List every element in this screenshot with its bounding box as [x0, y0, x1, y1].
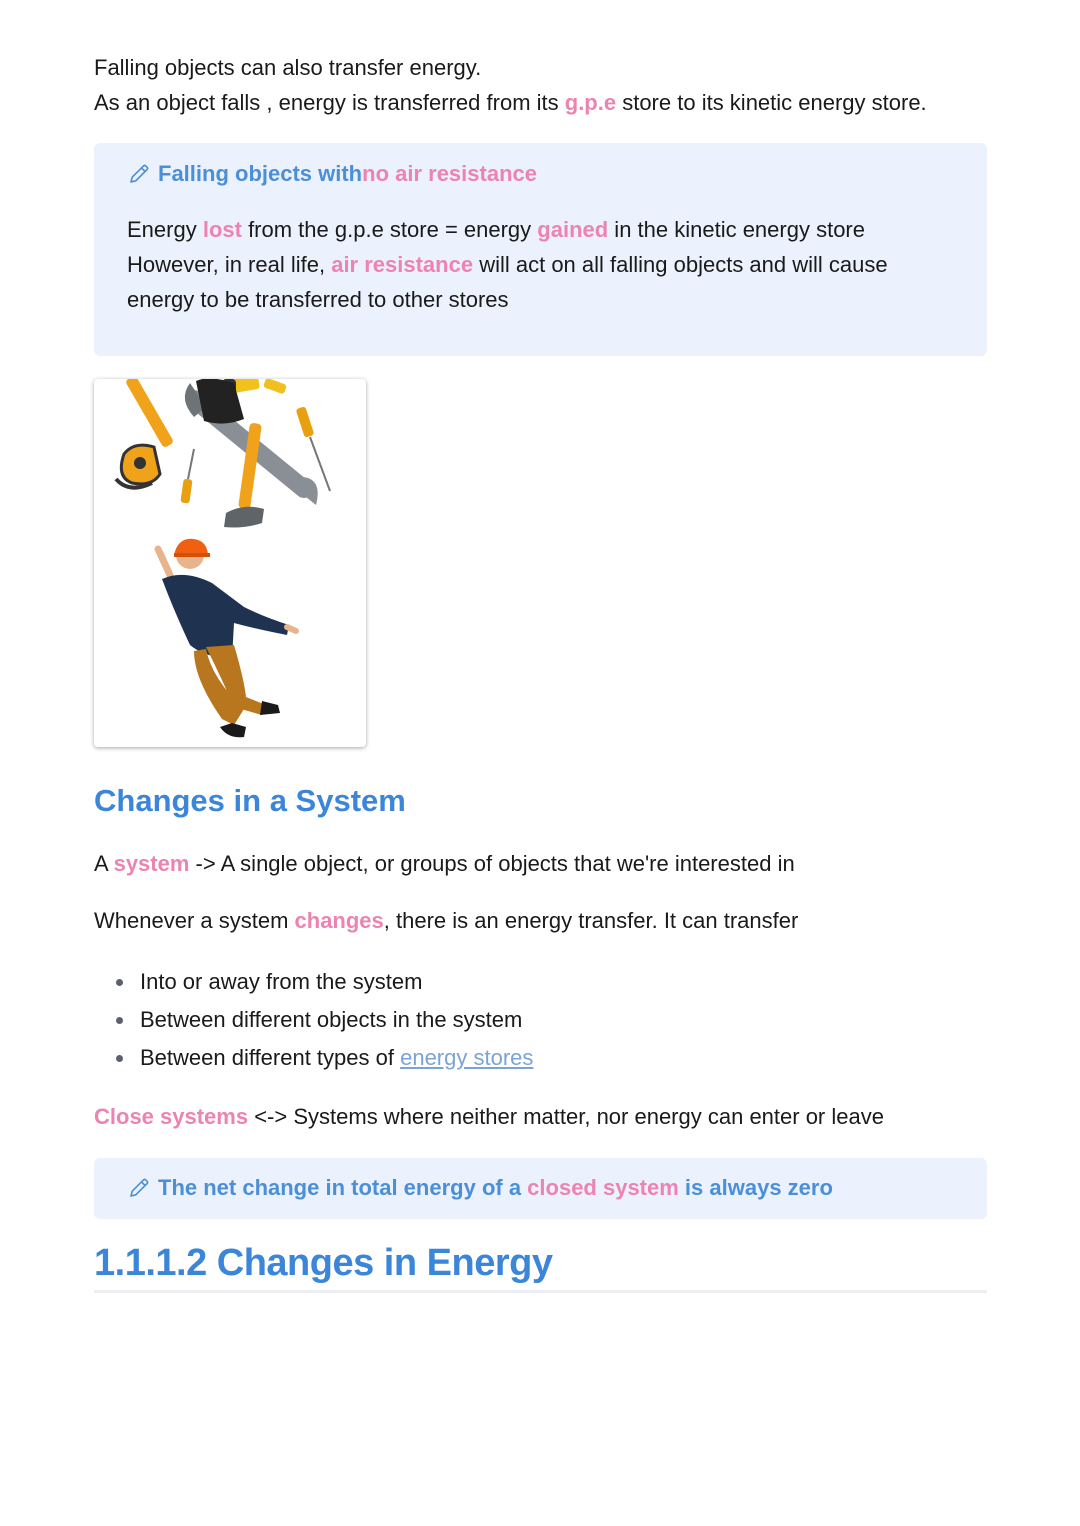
list-item: [94, 963, 533, 1001]
highlight-no-air-resistance: no air resistance: [362, 161, 537, 186]
text: Energy: [127, 217, 203, 242]
callout-falling-objects: [94, 143, 987, 356]
callout-title: [127, 161, 537, 187]
closed-systems-text: [94, 1099, 987, 1134]
intro-line-1: Falling objects can also transfer energy.: [94, 55, 482, 80]
callout-closed-system: [94, 1158, 987, 1219]
highlight-gpe: g.p.e: [564, 90, 617, 115]
text: , there is an energy transfer. It can transfer: [383, 908, 799, 933]
text: will act on all falling objects and will cause: [473, 252, 888, 277]
callout-title-text: Falling objects with: [158, 161, 363, 186]
energy-stores-link[interactable]: energy stores: [400, 1045, 534, 1070]
closed-systems: [94, 1099, 987, 1134]
system-changes: [94, 903, 987, 938]
pencil-icon: [127, 162, 151, 186]
list-item: [94, 1039, 533, 1077]
heading-changes-in-energy: 1.1.1.2 Changes in Energy: [94, 1242, 553, 1284]
callout-line-3: energy to be transferred to other stores: [127, 287, 509, 312]
callout-title-text-end: is always zero: [678, 1175, 833, 1200]
callout-line-2: [127, 247, 967, 282]
heading-divider: [94, 1290, 987, 1293]
highlight-air-resistance: air resistance: [331, 252, 474, 277]
list-item-text: Between different types of: [140, 1045, 401, 1070]
intro-line-2: [94, 85, 987, 120]
system-definition: [94, 846, 987, 881]
intro: [94, 50, 987, 120]
system-changes-text: [94, 903, 987, 938]
list-item-text: Into or away from the system: [140, 969, 423, 994]
highlight-gained: gained: [537, 217, 609, 242]
text: -> A single object, or groups of objects that we're interested in: [189, 851, 795, 876]
highlight-close-systems: Close systems: [94, 1104, 249, 1129]
bullet-icon: [116, 1017, 123, 1024]
text: However, in real life,: [127, 252, 332, 277]
text: store to its kinetic energy store.: [616, 90, 927, 115]
system-definition-text: [94, 846, 987, 881]
highlight-closed-system: closed system: [527, 1175, 679, 1200]
text: <-> Systems where neither matter, nor energy can enter or leave: [248, 1104, 884, 1129]
callout-body: [127, 212, 967, 317]
bullet-icon: [116, 1055, 123, 1062]
falling-tools-illustration: [94, 379, 366, 747]
heading-changes-in-a-system: Changes in a System: [94, 783, 406, 818]
text: As an object falls , energy is transferred from its: [94, 90, 565, 115]
transfer-list: [94, 963, 533, 1077]
list-item-text: Between different objects in the system: [140, 1007, 523, 1032]
text: from the g.p.e store = energy: [241, 217, 538, 242]
callout-line-1: [127, 212, 967, 247]
pencil-icon: [127, 1176, 151, 1200]
highlight-lost: lost: [202, 217, 242, 242]
callout-title: [127, 1175, 833, 1201]
falling-tools-image: [94, 379, 366, 747]
highlight-system: system: [113, 851, 190, 876]
bullet-icon: [116, 979, 123, 986]
list-item: [94, 1001, 533, 1039]
text: A: [94, 851, 114, 876]
callout-title-text: The net change in total energy of a: [158, 1175, 528, 1200]
text: in the kinetic energy store: [608, 217, 865, 242]
text: Whenever a system: [94, 908, 295, 933]
highlight-changes: changes: [294, 908, 384, 933]
